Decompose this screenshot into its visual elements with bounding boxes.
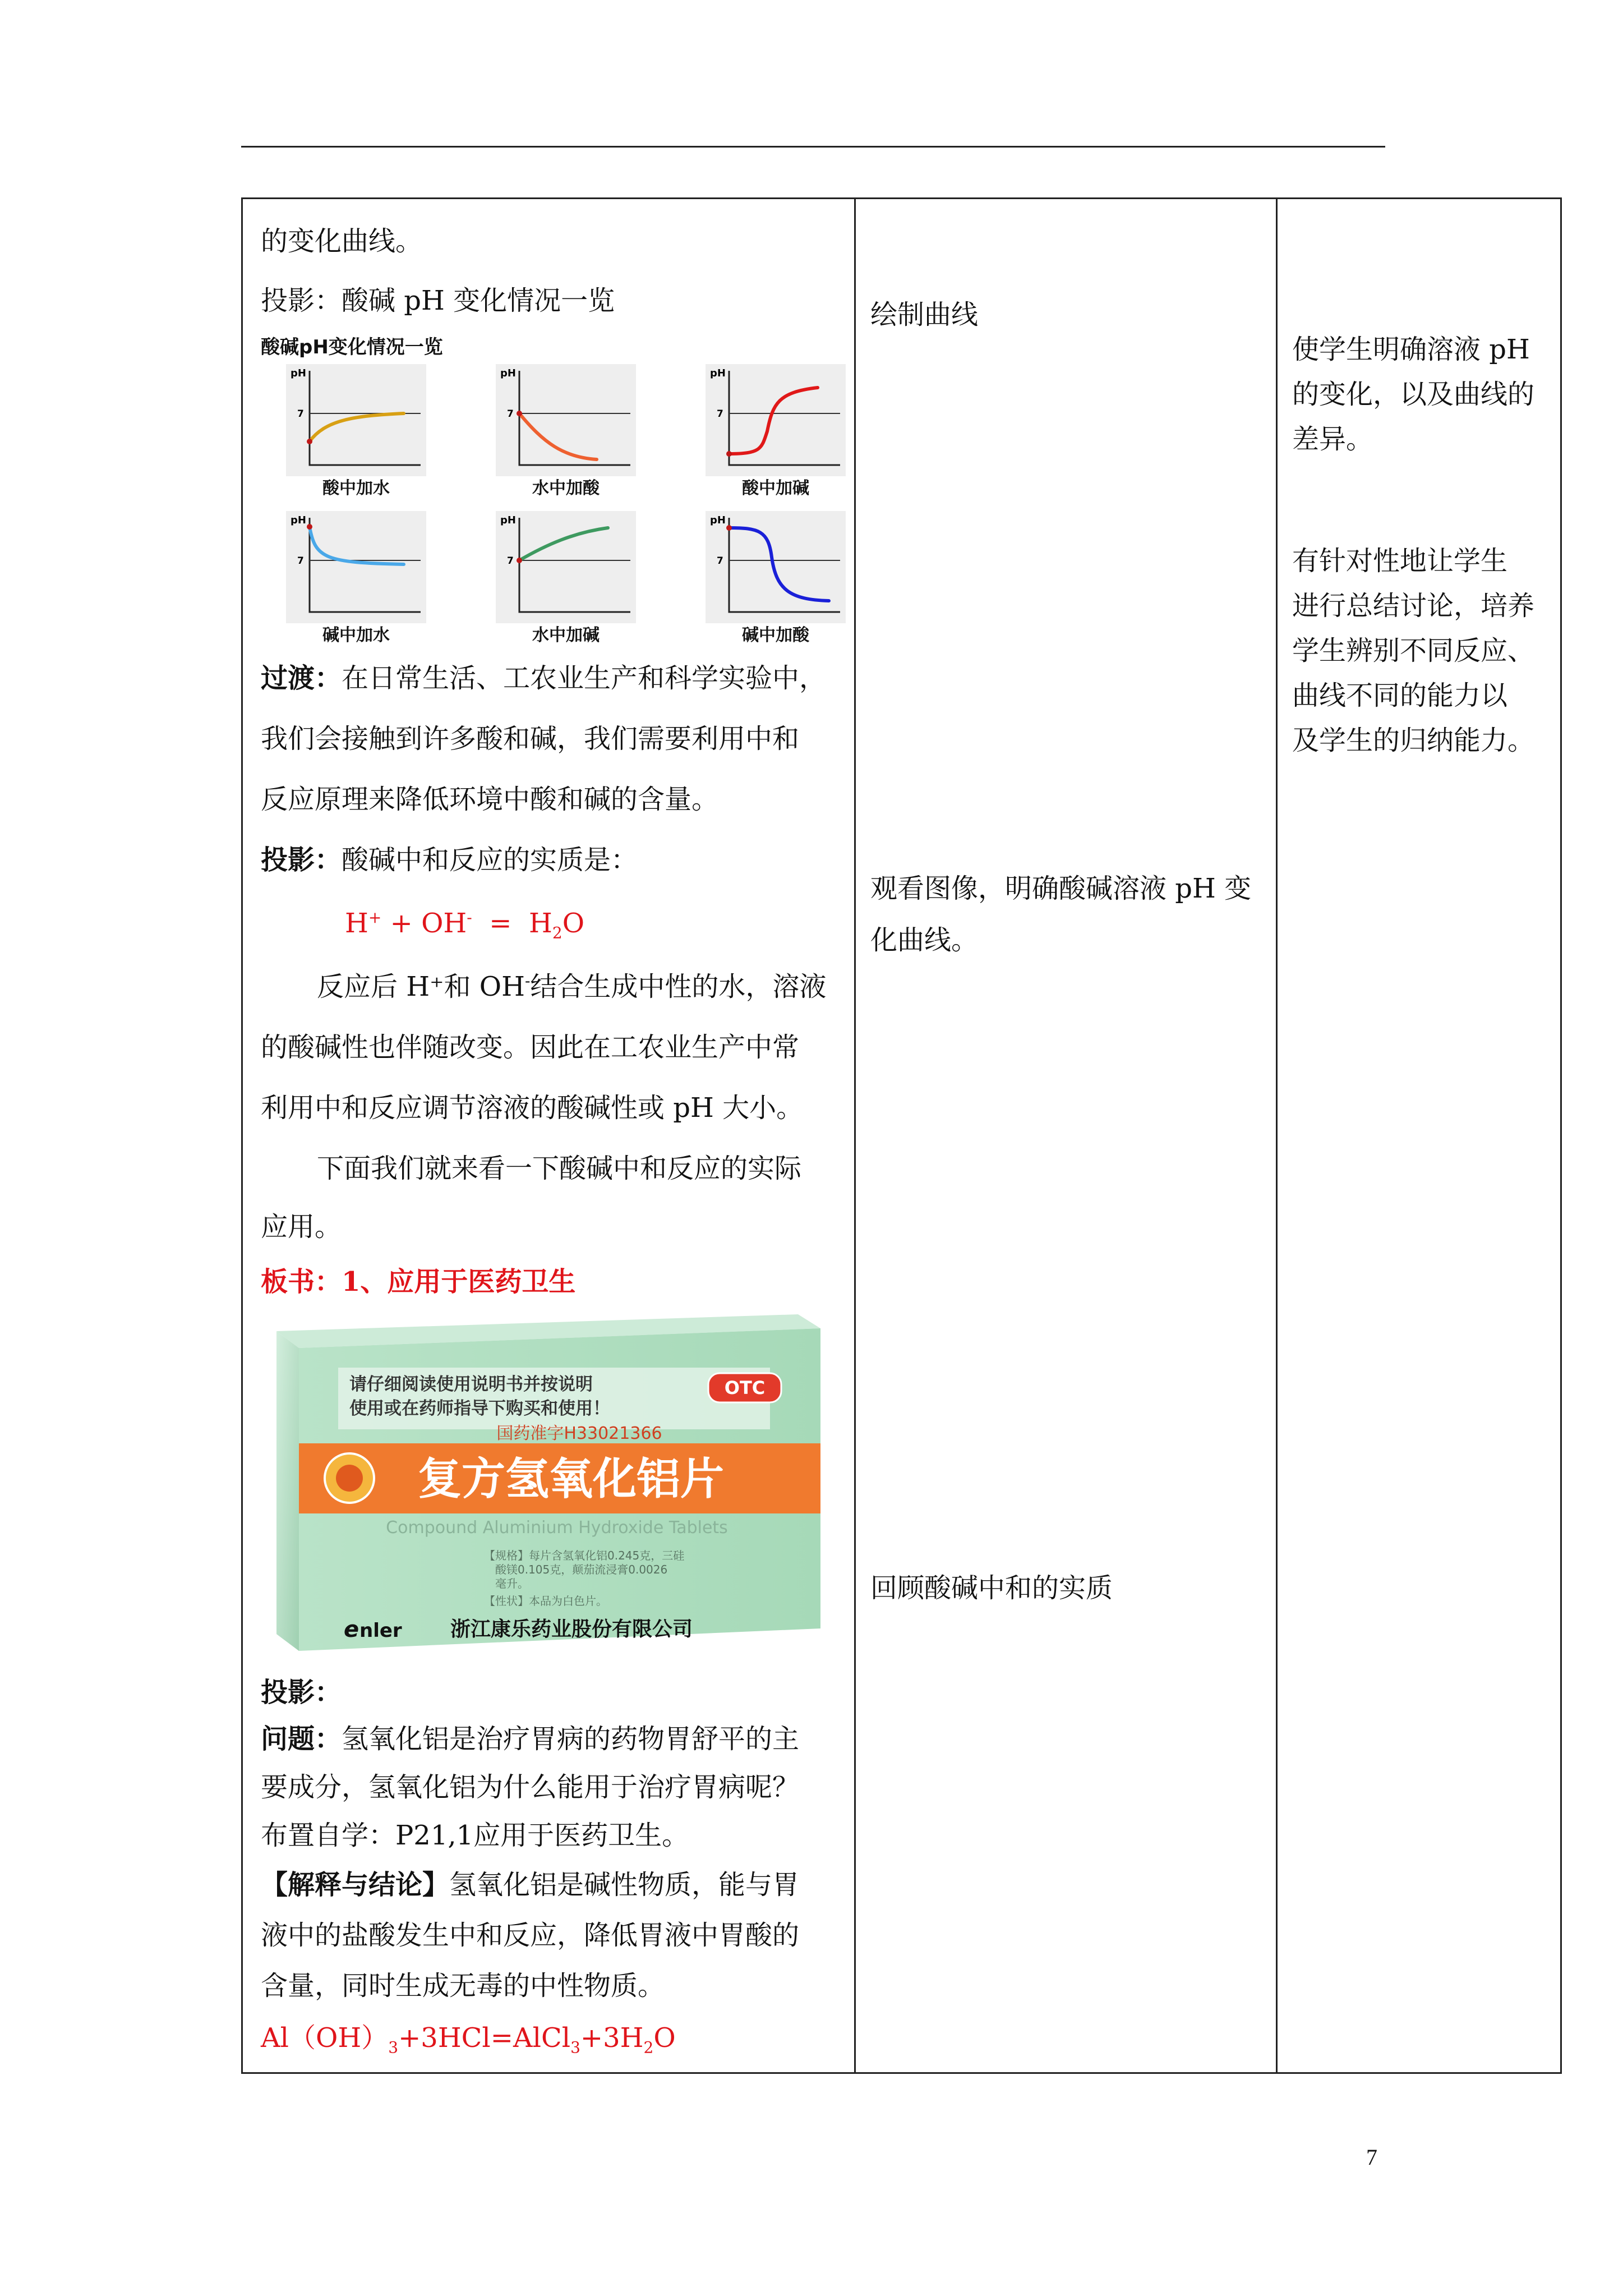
ph-start-point (517, 558, 522, 563)
ph-chart-caption: 水中加酸 (532, 478, 600, 498)
svg-text:e: e (344, 1617, 359, 1642)
header-rule (241, 146, 1385, 148)
transition-line: 过渡：在日常生活、工农业生产和科学实验中， (261, 662, 827, 694)
ph-chart-background (496, 511, 636, 623)
student-activity-draw: 绘制曲线 (870, 299, 979, 330)
text-line: 的酸碱性也伴随改变。因此在工农业生产中常 (261, 1032, 800, 1063)
text-line: 的变化曲线。 (261, 226, 423, 257)
svg-text:OTC: OTC (724, 1377, 766, 1398)
ph-tick-label: 7 (297, 555, 304, 567)
ph-chart-caption: 酸中加水 (322, 478, 390, 498)
ph-chart-background (496, 364, 636, 476)
ph-tick-label: 7 (507, 408, 514, 420)
ph-chart-caption: 碱中加水 (322, 625, 390, 645)
ph-chart-caption: 酸中加碱 (742, 478, 809, 498)
question-line: 问题：氢氧化铝是治疗胃病的药物胃舒平的主 (261, 1723, 800, 1755)
conclusion-line: 【解释与结论】氢氧化铝是碱性物质，能与胃 (261, 1869, 800, 1901)
ph-axis-label: pH (500, 367, 516, 379)
svg-text:使用或在药师指导下购买和使用！: 使用或在药师指导下购买和使用！ (349, 1398, 610, 1419)
text-line: 利用中和反应调节溶液的酸碱性或 pH 大小。 (261, 1092, 804, 1124)
ph-axis-label: pH (710, 514, 726, 526)
ph-chart-caption: 碱中加酸 (742, 625, 809, 645)
svg-text:毫升。: 毫升。 (495, 1577, 529, 1590)
svg-text:Compound Aluminium Hydroxide T: Compound Aluminium Hydroxide Tablets (386, 1518, 728, 1538)
text-line: 反应原理来降低环境中酸和碱的含量。 (261, 784, 719, 815)
intent-text-1: 使学生明确溶液 pH 的变化，以及曲线的 差异。 (1292, 334, 1535, 455)
ph-chart-grid (266, 364, 844, 648)
svg-text:浙江康乐药业股份有限公司: 浙江康乐药业股份有限公司 (450, 1618, 693, 1641)
text-line: 下面我们就来看一下酸碱中和反应的实际 (317, 1153, 802, 1184)
ph-chart-plot (286, 511, 426, 623)
ph-tick-label: 7 (297, 408, 304, 420)
design-intent-cell (1277, 199, 1561, 2073)
ph-tick-label: 7 (507, 555, 514, 567)
text-line: 投影：酸碱 pH 变化情况一览 (261, 285, 615, 316)
ph-chart (686, 364, 865, 501)
ph-axis-label: pH (710, 367, 726, 379)
svg-text:复方氢氧化铝片: 复方氢氧化铝片 (417, 1454, 725, 1504)
svg-text:酸镁0.105克，颠茄流浸膏0.0026: 酸镁0.105克，颠茄流浸膏0.0026 (495, 1563, 668, 1576)
ph-chart (476, 364, 656, 501)
text-line: 应用。 (261, 1211, 342, 1243)
svg-text:【性状】本品为白色片。: 【性状】本品为白色片。 (484, 1594, 607, 1608)
svg-text:国药准字H33021366: 国药准字H33021366 (496, 1424, 662, 1443)
svg-text:【规格】每片含氢氧化铝0.245克，三硅: 【规格】每片含氢氧化铝0.245克，三硅 (484, 1549, 685, 1562)
ph-chart-plot (706, 511, 846, 623)
text-line: 布置自学：P21,1应用于医药卫生。 (261, 1820, 689, 1851)
ph-chart (476, 511, 656, 648)
lesson-table (241, 197, 1562, 2074)
ph-start-point (307, 524, 312, 530)
medicine-box-image (265, 1314, 826, 1662)
student-activity-cell (855, 199, 1277, 2073)
projection-heading: 投影： (261, 1677, 342, 1708)
aluminium-hydroxide-equation: $Al(OH)_3+3HCl=AlCl_3+3H_2O$ (261, 2022, 676, 2057)
ph-chart-plot (496, 364, 636, 476)
ph-chart-plot (496, 511, 636, 623)
ph-overview-figure (261, 330, 844, 648)
board-heading: 板书：1、应用于医药卫生 (261, 1266, 576, 1297)
text-line: 反应后 H⁺和 OH-结合生成中性的水，溶液 (317, 971, 827, 1002)
text-line: 我们会接触到许多酸和碱，我们需要利用中和 (261, 723, 800, 754)
ph-chart-caption: 水中加碱 (532, 625, 600, 645)
teacher-activity-cell (242, 199, 855, 2073)
neutralization-formula: $H^+ + OH^- = H_2O$ (345, 908, 585, 942)
ph-axis-label: pH (291, 514, 306, 526)
ph-tick-label: 7 (717, 408, 723, 420)
ph-start-point (307, 439, 312, 444)
projection-line: 投影：酸碱中和反应的实质是： (261, 844, 638, 876)
ph-chart (266, 364, 446, 501)
text-line: 液中的盐酸发生中和反应，降低胃液中胃酸的 (261, 1920, 800, 1951)
text-line: 含量，同时生成无毒的中性物质。 (261, 1970, 665, 2001)
ph-chart-plot (286, 364, 426, 476)
ph-chart-background (706, 364, 846, 476)
ph-chart-plot (706, 364, 846, 476)
ph-tick-label: 7 (717, 555, 723, 567)
ph-chart (686, 511, 865, 648)
student-activity-observe: 观看图像，明确酸碱溶液 pH 变 (870, 873, 1252, 904)
intent-text-2: 有针对性地让学生 进行总结讨论，培养 学生辨别不同反应、 曲线不同的能力以 及学生的归纳能力。 (1292, 545, 1535, 756)
student-activity-observe-2: 化曲线。 (870, 924, 979, 956)
text-line: 要成分，氢氧化铝为什么能用于治疗胃病呢？ (261, 1772, 800, 1803)
ph-figure-title: 酸碱pH变化情况一览 (261, 336, 443, 358)
ph-chart (266, 511, 446, 648)
ph-start-point (726, 525, 732, 531)
ph-start-point (517, 411, 522, 416)
ph-axis-label: pH (500, 514, 516, 526)
ph-chart-background (286, 364, 426, 476)
svg-text:nler: nler (359, 1619, 402, 1642)
ph-start-point (726, 451, 732, 457)
medicine-box-illustration (265, 1314, 826, 1662)
svg-text:请仔细阅读使用说明书并按说明: 请仔细阅读使用说明书并按说明 (349, 1374, 593, 1395)
ph-axis-label: pH (291, 367, 306, 379)
page-number: 7 (1366, 2145, 1377, 2170)
student-activity-review: 回顾酸碱中和的实质 (870, 1572, 1113, 1604)
